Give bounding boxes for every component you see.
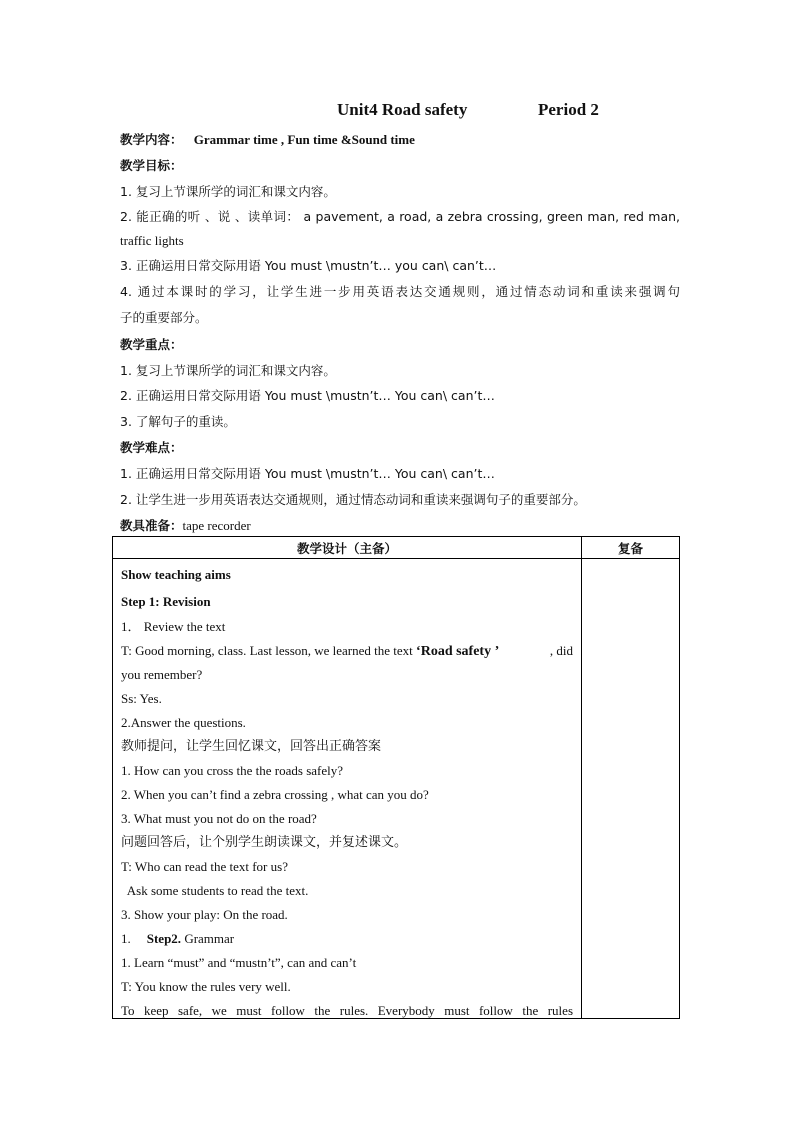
title-period: Period 2	[538, 100, 599, 119]
aims-label: 教学目标：	[120, 158, 183, 173]
key-point-1: 1. 复习上节课所学的词汇和课文内容。	[120, 363, 336, 378]
table-header-review: 复备	[617, 541, 643, 556]
page-title	[0, 100, 794, 124]
table-line-step1: Step 1: Revision	[121, 594, 211, 609]
key-points-label: 教学重点：	[120, 337, 183, 352]
aims-item-2: 2. 能正确的听 、说 、读单词： a pavement, a road, a zebra crossing, green man, red man,	[120, 209, 680, 224]
difficulties-label: 教学难点：	[120, 440, 183, 455]
difficulty-1: 1. 正确运用日常交际用语 You must \mustn’t… You can\ can’t…	[120, 466, 495, 481]
step2-title: Grammar	[181, 931, 235, 946]
table-line-keep-safe: To keep safe, we must follow the rules. Everybody must follow the rules	[121, 1003, 573, 1018]
table-line-answer: 2.Answer the questions.	[121, 715, 246, 730]
table-line-step2	[121, 931, 573, 947]
table-line-greeting	[121, 643, 573, 660]
table-line-aims: Show teaching aims	[121, 567, 231, 582]
table-line-q1: 1. How can you cross the the roads safely?	[121, 763, 344, 778]
table-line-learn: 1. Learn “must” and “mustn’t”, can and can’t	[121, 955, 357, 970]
aims-item-2-cont: traffic lights	[120, 233, 184, 248]
materials-row	[120, 518, 680, 534]
table-line-ask-students: Ask some students to read the text.	[121, 883, 309, 898]
table-line-show-play: 3. Show your play: On the road.	[121, 907, 288, 922]
table-line-after-answer: 问题回答后，让个别学生朗读课文，并复述课文。	[121, 835, 408, 850]
table-line-review: 1． Review the text	[121, 619, 226, 634]
aims-item-1: 1. 复习上节课所学的词汇和课文内容。	[120, 184, 336, 199]
table-line-rules: T: You know the rules very well.	[121, 979, 291, 994]
table-header-row	[113, 537, 679, 559]
table-line-remember: you remember?	[121, 667, 203, 682]
materials-value: tape recorder	[182, 518, 251, 533]
step2-number: 1.	[121, 931, 131, 946]
table-line-q3: 3. What must you not do on the road?	[121, 811, 317, 826]
materials-label: 教具准备：	[120, 518, 183, 533]
greeting-text-end: , did	[549, 643, 573, 658]
content-value: Grammar time , Fun time &Sound time	[193, 132, 415, 147]
table-line-yes: Ss: Yes.	[121, 691, 162, 706]
table-line-teacher-ask: 教师提问，让学生回忆课文，回答出正确答案	[121, 739, 382, 754]
key-point-2: 2. 正确运用日常交际用语 You must \mustn’t… You can\ can’t…	[120, 388, 495, 403]
content-row	[120, 132, 680, 148]
difficulty-2: 2. 让学生进一步用英语表达交通规则，通过情态动词和重读来强调句子的重要部分。	[120, 492, 586, 507]
key-point-3: 3. 了解句子的重读。	[120, 414, 236, 429]
aims-item-3: 3. 正确运用日常交际用语 You must \mustn’t… you can\ can’t…	[120, 258, 497, 273]
content-label: 教学内容：	[120, 132, 183, 147]
aims-item-4-cont: 子的重要部分。	[120, 310, 208, 325]
table-line-who-read: T: Who can read the text for us?	[121, 859, 288, 874]
table-line-q2: 2. When you can’t find a zebra crossing , what can you do?	[121, 787, 429, 802]
aims-item-4: 4. 通过本课时的学习，让学生进一步用英语表达交通规则，通过情态动词和重读来强调句	[120, 284, 680, 299]
greeting-text: T: Good morning, class. Last lesson, we learned the text	[121, 643, 417, 658]
title-unit: Unit4 Road safety	[337, 100, 468, 119]
greeting-text-title: ‘Road safety ’	[416, 644, 500, 659]
table-header-design: 教学设计（主备）	[296, 541, 397, 556]
table-column-divider	[581, 537, 582, 1018]
step2-label: Step2.	[146, 931, 182, 946]
lesson-plan-table	[112, 536, 680, 1019]
